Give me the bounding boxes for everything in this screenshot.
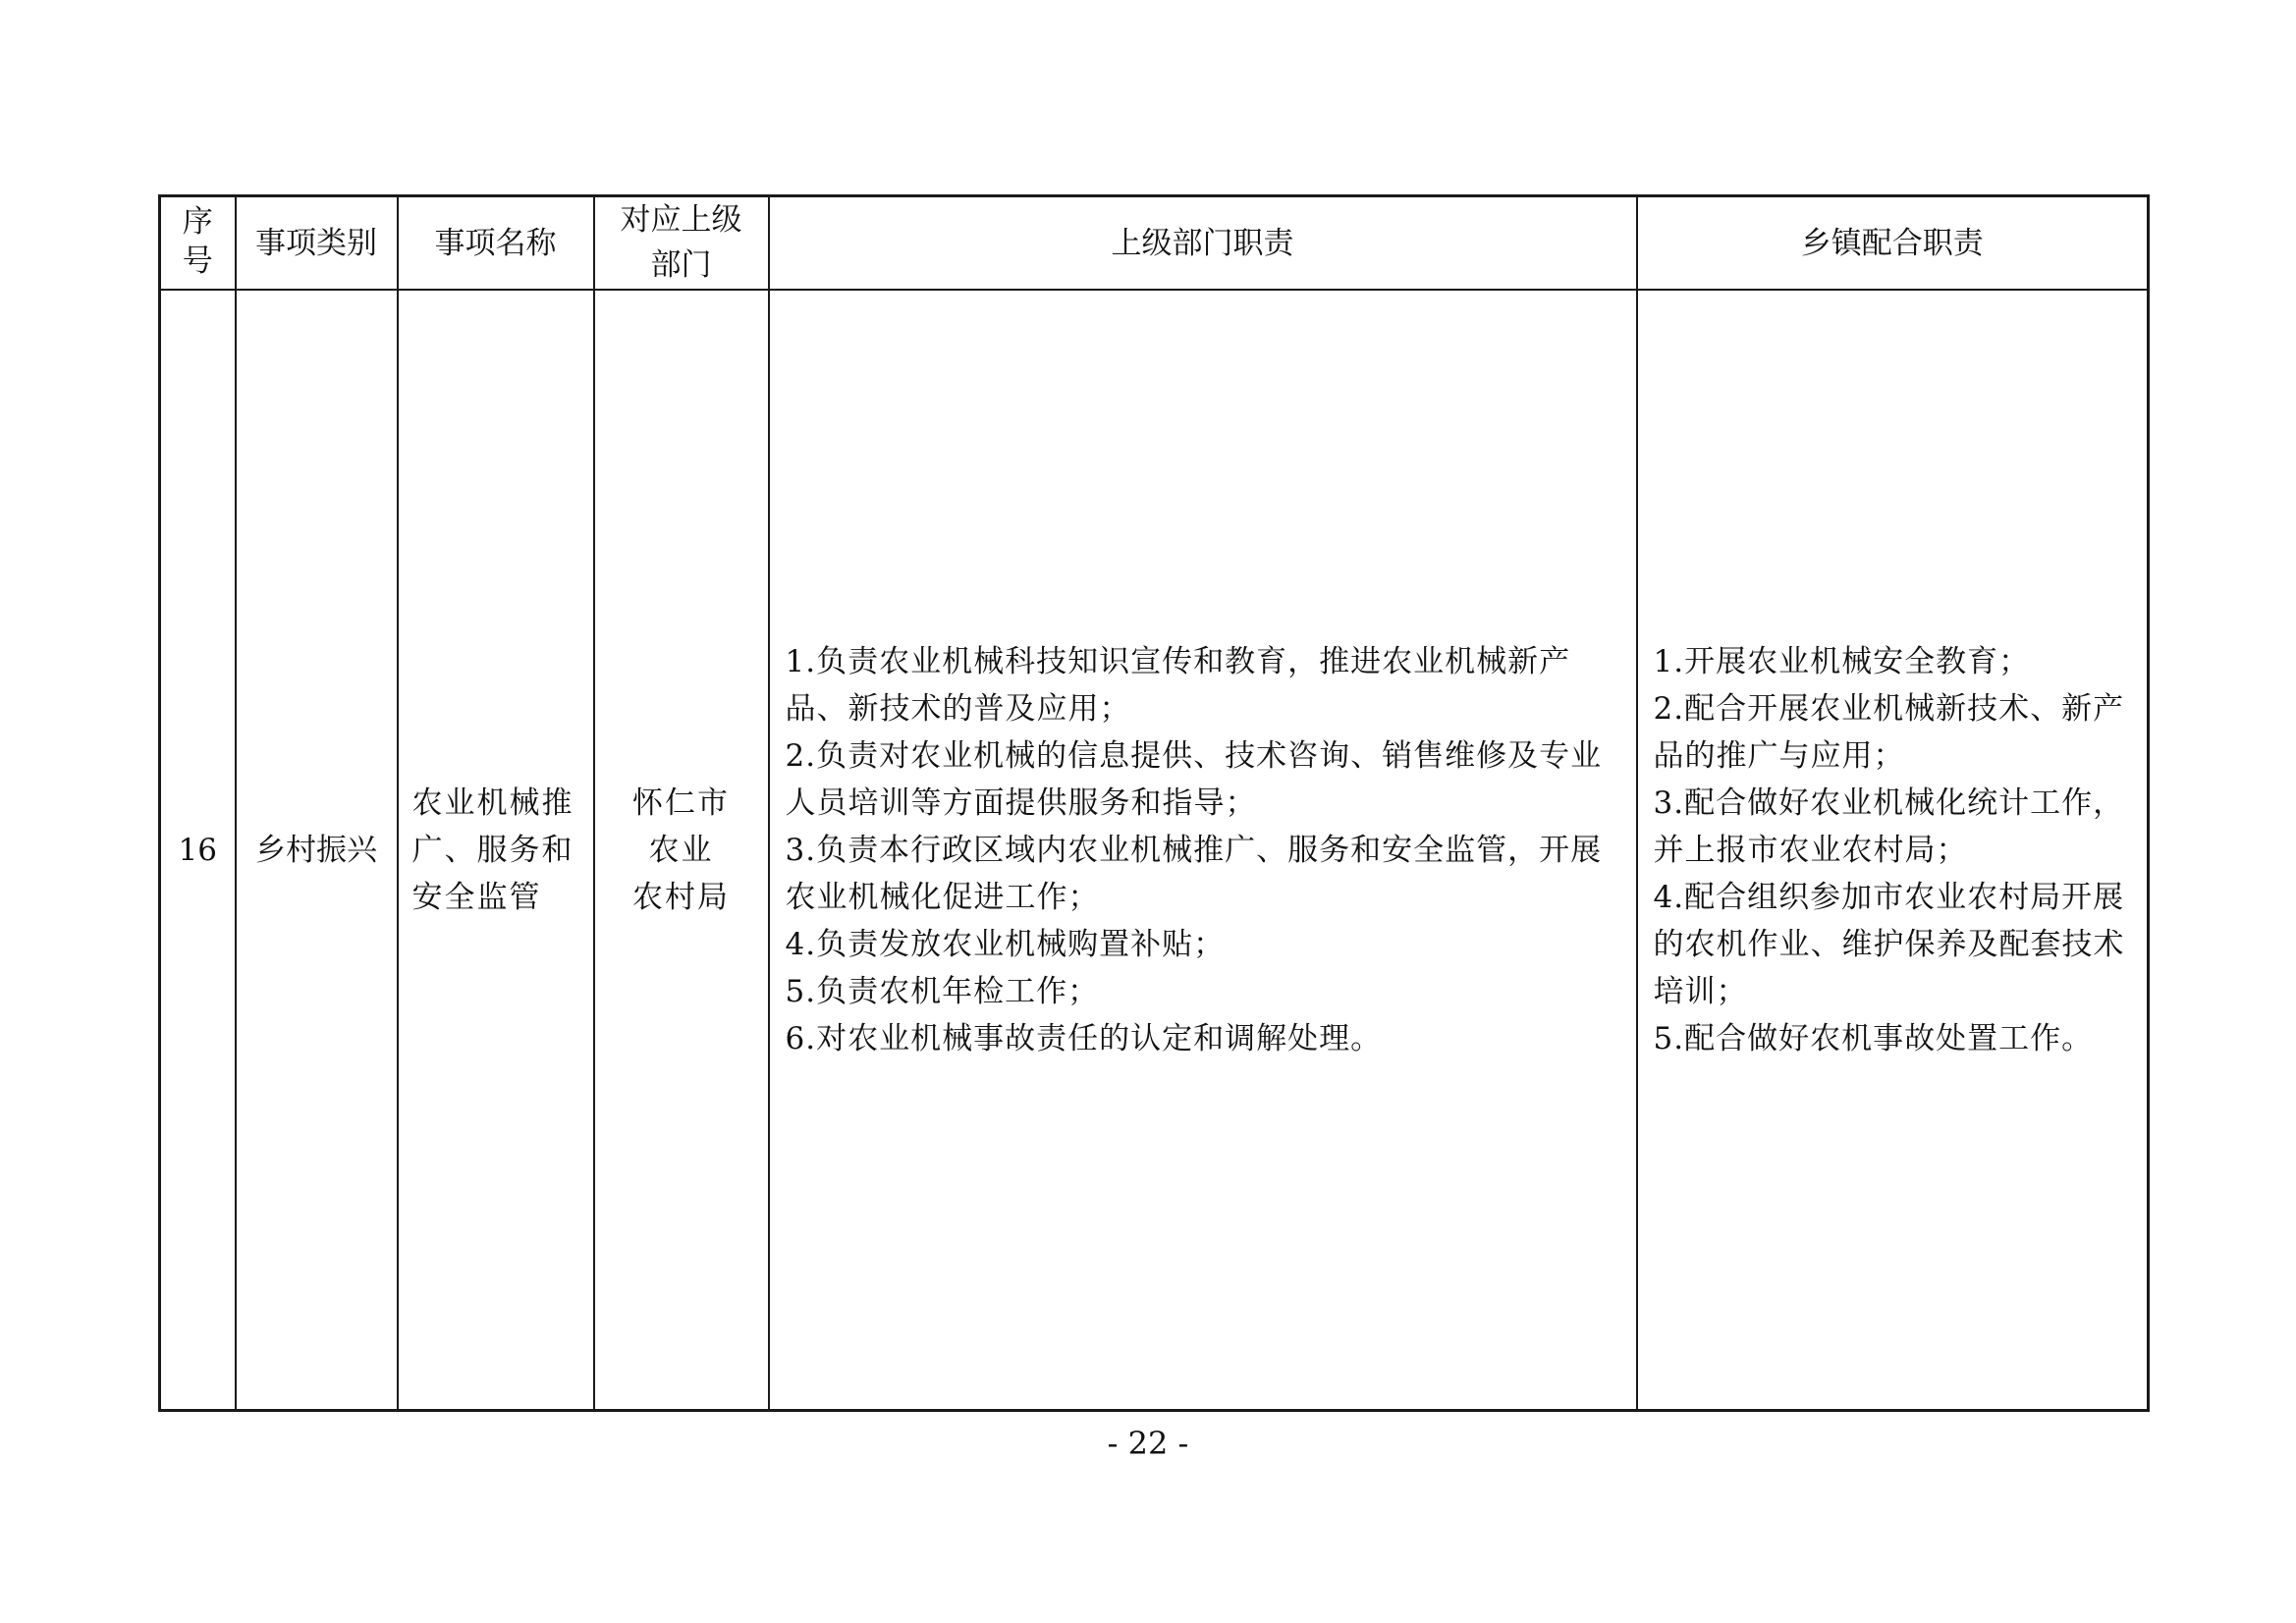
- upper-duty-item: 6.对农业机械事故责任的认定和调解处理。: [785, 1020, 1383, 1056]
- table-row: [160, 290, 2149, 1411]
- upper-duty-item: 4.负责发放农业机械购置补贴；: [785, 926, 1226, 962]
- town-duty-item: 4.配合组织参加市农业农村局开展的农机作业、维护保养及配套技术培训；: [1653, 879, 2125, 1009]
- town-duty-item: 2.配合开展农业机械新技术、新产品的推广与应用；: [1653, 690, 2125, 774]
- row-upper-dept: [594, 290, 769, 1411]
- upper-dept-line: 怀仁市: [632, 784, 730, 821]
- upper-duty-item: 3.负责本行政区域内农业机械推广、服务和安全监管，开展农业机械化促进工作；: [785, 832, 1603, 915]
- row-upper-duties: [769, 290, 1637, 1411]
- header-upper-dept: 对应上级部门: [594, 196, 769, 291]
- upper-dept-line: 农业: [648, 832, 714, 868]
- page-number: - 22 -: [1107, 1425, 1189, 1462]
- duty-table: [158, 194, 2150, 1412]
- town-duties-list: [1638, 638, 2148, 1062]
- header-town-duties: 乡镇配合职责: [1637, 196, 2149, 291]
- header-upper-duties: 上级部门职责: [769, 196, 1637, 291]
- row-item-name: [398, 290, 594, 1411]
- town-duty-item: 5.配合做好农机事故处置工作。: [1653, 1020, 2094, 1056]
- upper-duties-list: [770, 638, 1636, 1062]
- upper-duty-item: 5.负责农机年检工作；: [785, 973, 1100, 1009]
- upper-duty-item: 2.负责对农业机械的信息提供、技术咨询、销售维修及专业人员培训等方面提供服务和指导；: [785, 737, 1603, 821]
- row-town-duties: [1637, 290, 2149, 1411]
- header-seq: 序号: [160, 196, 236, 291]
- town-duty-item: 3.配合做好农业机械化统计工作，并上报市农业农村局；: [1653, 784, 2125, 868]
- header-row: [160, 196, 2149, 291]
- row-category: 乡村振兴: [236, 290, 398, 1411]
- item-name-text: 农业机械推广、服务和安全监管: [411, 784, 574, 915]
- town-duty-item: 1.开展农业机械安全教育；: [1653, 643, 2031, 679]
- upper-dept-line: 农村局: [632, 879, 730, 915]
- upper-duty-item: 1.负责农业机械科技知识宣传和教育，推进农业机械新产品、新技术的普及应用；: [785, 643, 1571, 727]
- row-seq: 16: [160, 290, 236, 1411]
- header-item-name: 事项名称: [398, 196, 594, 291]
- header-category: 事项类别: [236, 196, 398, 291]
